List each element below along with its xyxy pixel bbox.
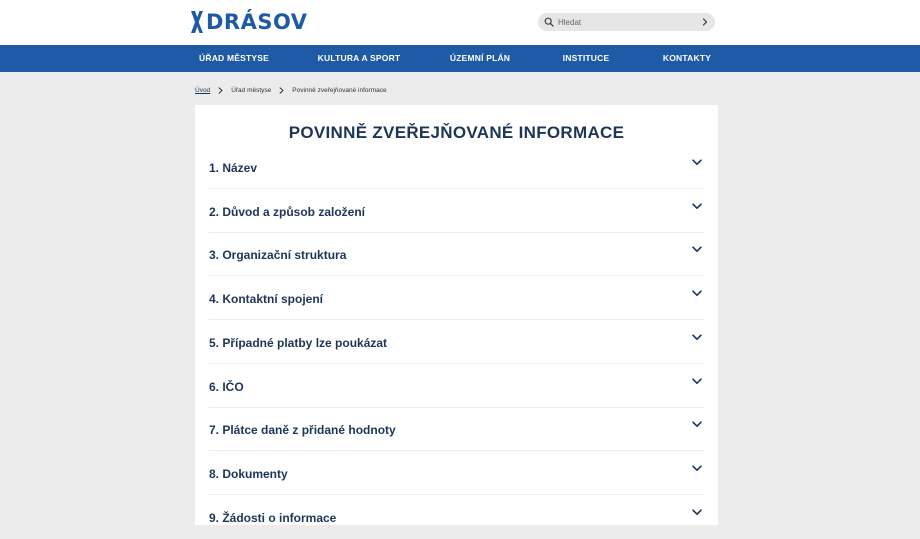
accordion-item-label: 3. Organizační struktura <box>209 248 347 263</box>
breadcrumb-link-urad-mestyse[interactable]: Úřad městyse <box>231 86 272 94</box>
accordion-item[interactable] <box>209 451 704 495</box>
nav-item-urad-mestyse[interactable]: ÚŘAD MĚSTYSE <box>199 53 269 63</box>
accordion-item[interactable] <box>209 276 704 320</box>
accordion-item-label: 1. Název <box>209 161 258 175</box>
accordion-item-label: 2. Důvod a způsob založení <box>209 204 366 219</box>
accordion-item-label: 7. Plátce daně z přidané hodnoty <box>209 423 396 438</box>
accordion-item-label: 6. IČO <box>209 379 244 394</box>
site-logo-text: DRÁSOV <box>206 10 308 34</box>
chevron-right-icon <box>218 87 223 94</box>
chevron-down-icon[interactable] <box>692 334 702 341</box>
accordion-item[interactable] <box>209 189 704 233</box>
accordion-item[interactable] <box>209 320 704 364</box>
search-input[interactable] <box>558 14 698 30</box>
breadcrumb-link-uvod[interactable]: Úvod <box>195 86 211 94</box>
chevron-down-icon[interactable] <box>692 290 702 297</box>
chevron-down-icon[interactable] <box>692 421 702 428</box>
chevron-down-icon[interactable] <box>692 509 702 516</box>
accordion-item[interactable] <box>209 232 704 276</box>
accordion-item[interactable] <box>209 364 704 408</box>
chevron-down-icon[interactable] <box>692 203 702 210</box>
drasov-logo-mark-icon <box>190 10 204 34</box>
page-title: POVINNĚ ZVEŘEJŇOVANÉ INFORMACE <box>288 123 625 142</box>
chevron-down-icon[interactable] <box>692 378 702 385</box>
main-navigation <box>0 45 920 72</box>
search-box <box>538 13 715 31</box>
nav-item-uzemni-plan[interactable]: ÚZEMNÍ PLÁN <box>449 53 511 63</box>
accordion-item[interactable] <box>209 495 704 539</box>
chevron-down-icon[interactable] <box>692 159 702 166</box>
breadcrumb <box>195 85 387 95</box>
nav-item-kontakty[interactable]: KONTAKTY <box>662 53 712 63</box>
chevron-down-icon[interactable] <box>692 246 702 253</box>
site-logo[interactable] <box>190 9 308 35</box>
accordion-item[interactable] <box>209 145 704 189</box>
accordion-item-label: 9. Žádosti o informace <box>209 510 337 525</box>
accordion-item-label: 4. Kontaktní spojení <box>209 292 324 307</box>
nav-item-kultura-a-sport[interactable]: KULTURA A SPORT <box>317 53 401 63</box>
content-card <box>195 105 718 525</box>
chevron-right-icon <box>279 87 284 94</box>
chevron-down-icon[interactable] <box>692 465 702 472</box>
accordion-item-label: 8. Dokumenty <box>209 466 288 481</box>
site-header <box>0 0 920 45</box>
search-icon <box>544 17 554 27</box>
accordion-item-label: 5. Případné platby lze poukázat <box>209 335 388 350</box>
breadcrumb-current: Povinně zveřejňované informace <box>292 86 387 94</box>
search-submit-chevron-right-icon[interactable] <box>702 18 708 26</box>
accordion-item[interactable] <box>209 407 704 451</box>
nav-item-instituce[interactable]: INSTITUCE <box>562 53 610 63</box>
